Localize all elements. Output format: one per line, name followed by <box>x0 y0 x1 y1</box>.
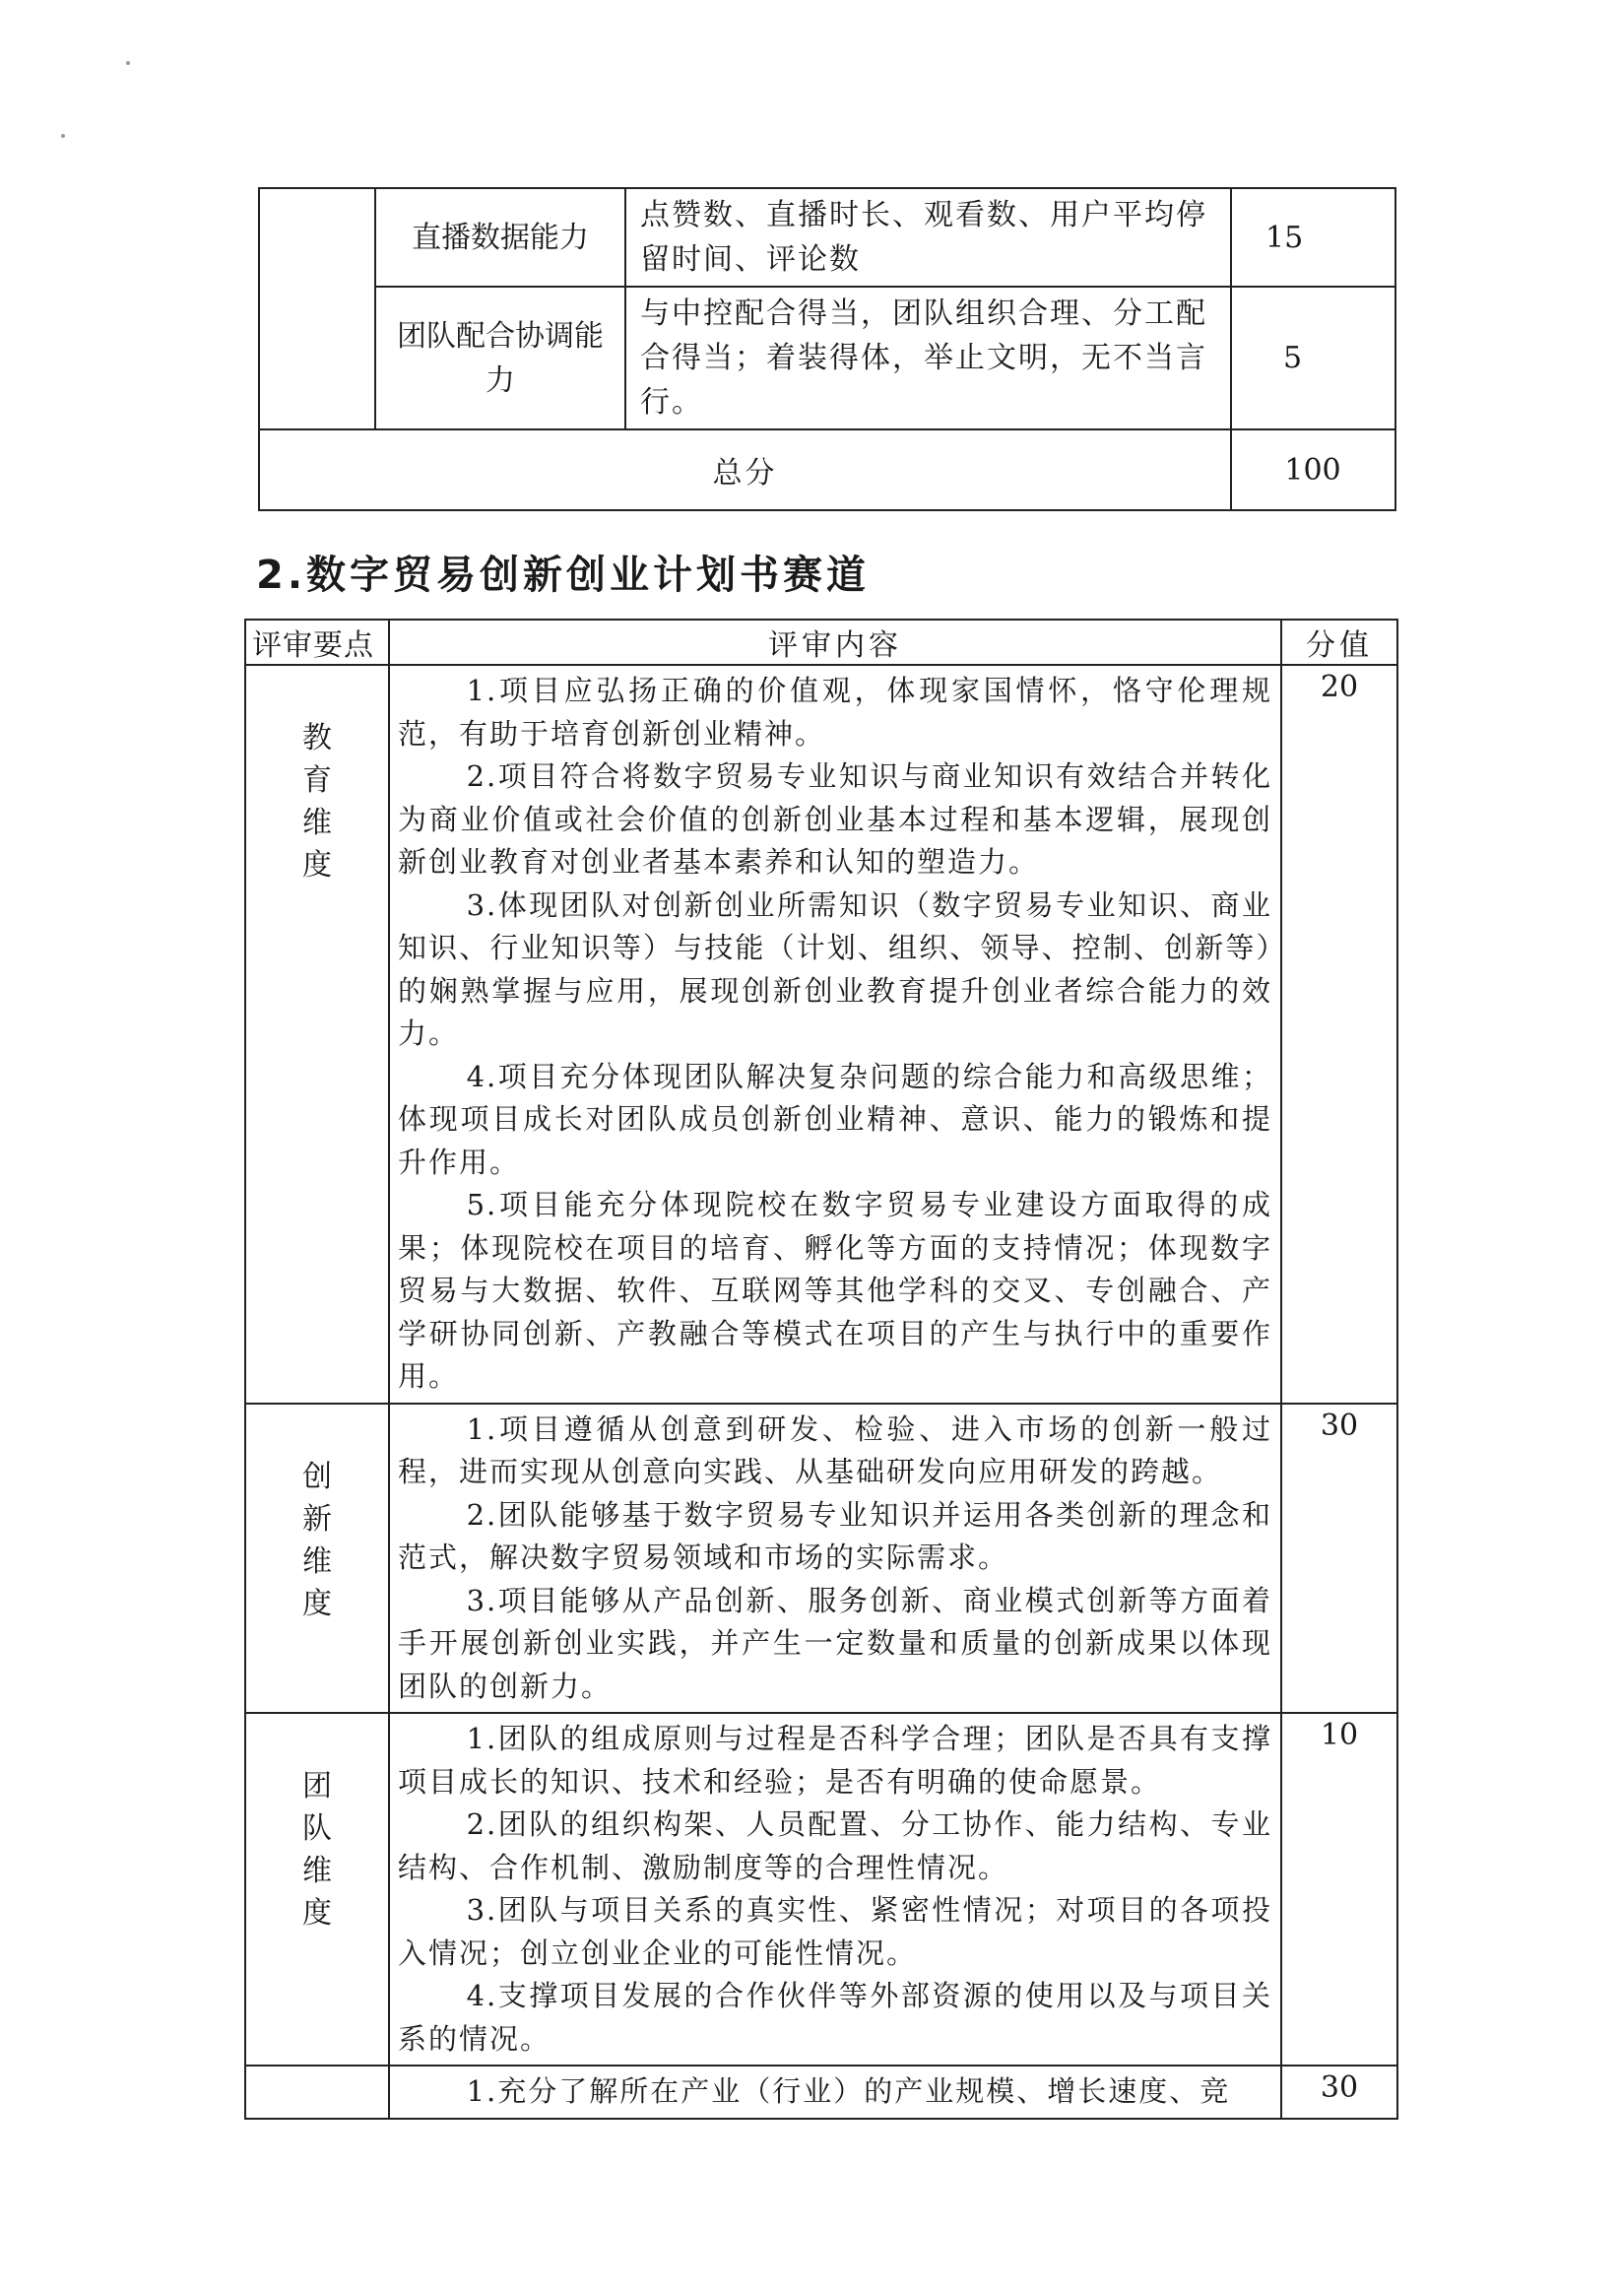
content-cell <box>389 2066 1281 2119</box>
list-item: 1.项目应弘扬正确的价值观，体现家国情怀，恪守伦理规范，有助于培育创新创业精神。 <box>398 674 1272 751</box>
total-score: 100 <box>1231 429 1395 510</box>
header-row <box>245 620 1397 665</box>
list-item: 1.项目遵循从创意到研发、检验、进入市场的创新一般过程，进而实现从创意向实践、从基础研发向应用研发的跨越。 <box>398 1411 1272 1488</box>
scan-speck <box>126 61 130 65</box>
score-cell: 20 <box>1281 665 1397 1404</box>
table-row <box>245 665 1397 1404</box>
list-item: 1.充分了解所在产业（行业）的产业规模、增长速度、竞 <box>466 2074 1231 2108</box>
list-item: 2.团队能够基于数字贸易专业知识并运用各类创新的理念和范式，解决数字贸易领域和市场的实际需求。 <box>398 1497 1272 1574</box>
scan-speck <box>61 134 65 138</box>
table-row <box>245 1713 1397 2066</box>
list-item: 3.项目能够从产品创新、服务创新、商业模式创新等方面着手开展创新创业实践，并产生一定数量和质量的创新成果以体现团队的创新力。 <box>398 1583 1272 1703</box>
total-row <box>259 429 1395 510</box>
list-item: 4.项目充分体现团队解决复杂问题的综合能力和高级思维；体现项目成长对团队成员创新创业精神、意识、能力的锻炼和提升作用。 <box>398 1059 1272 1179</box>
list-item: 3.团队与项目关系的真实性、紧密性情况；对项目的各项投入情况；创立创业企业的可能性情况。 <box>398 1893 1272 1970</box>
dimension-cell <box>245 2066 389 2119</box>
content-cell: 点赞数、直播时长、观看数、用户平均停留时间、评论数 <box>625 188 1231 287</box>
section-title: 2.数字贸易创新创业计划书赛道 <box>256 553 871 598</box>
list-item: 3.体现团队对创新创业所需知识（数字贸易专业知识、商业知识、行业知识等）与技能（计划、组织、领导、控制、创新等）的娴熟掌握与应用，展现创新创业教育提升创业者综合能力的效力。 <box>398 887 1272 1050</box>
content-cell <box>389 665 1281 1404</box>
list-item: 4.支撑项目发展的合作伙伴等外部资源的使用以及与项目关系的情况。 <box>398 1979 1272 2056</box>
total-label: 总分 <box>259 429 1231 510</box>
list-item: 2.团队的组织构架、人员配置、分工协作、能力结构、专业结构、合作机制、激励制度等的合理性情况。 <box>398 1807 1272 1884</box>
criterion-cell: 团队配合协调能力 <box>375 287 625 429</box>
dimension-cell: 教 育 维 度 <box>245 665 389 1404</box>
header-content: 评审内容 <box>389 620 1281 665</box>
score-cell: 30 <box>1281 2066 1397 2119</box>
table-row <box>245 2066 1397 2119</box>
table-row <box>259 287 1395 429</box>
score-cell: 15 <box>1231 188 1395 287</box>
live-stream-scoring-table <box>258 187 1396 511</box>
dimension-cell: 团 队 维 度 <box>245 1713 389 2066</box>
list-item: 1.团队的组成原则与过程是否科学合理；团队是否具有支撑项目成长的知识、技术和经验；是否有明确的使命愿景。 <box>398 1722 1272 1799</box>
list-item: 5.项目能充分体现院校在数字贸易专业建设方面取得的成果；体现院校在项目的培育、孵化等方面的支持情况；体现数字贸易与大数据、软件、互联网等其他学科的交叉、专创融合、产学研协同创新、产教融合等模式在项目的产生与执行中的重要作用。 <box>398 1188 1272 1393</box>
content-cell: 与中控配合得当，团队组织合理、分工配合得当；着装得体，举止文明，无不当言行。 <box>625 287 1231 429</box>
header-score: 分值 <box>1281 620 1397 665</box>
dimension-cell: 创 新 维 度 <box>245 1404 389 1714</box>
list-item: 2.项目符合将数字贸易专业知识与商业知识有效结合并转化为商业价值或社会价值的创新创业基本过程和基本逻辑，展现创新创业教育对创业者基本素养和认知的塑造力。 <box>398 759 1272 879</box>
score-cell: 10 <box>1281 1713 1397 2066</box>
table-row <box>259 188 1395 287</box>
blank-cell <box>259 188 375 429</box>
content-cell <box>389 1713 1281 2066</box>
criterion-cell: 直播数据能力 <box>375 188 625 287</box>
score-cell: 30 <box>1281 1404 1397 1714</box>
business-plan-scoring-table <box>244 619 1398 2120</box>
content-cell <box>389 1404 1281 1714</box>
header-criterion: 评审要点 <box>245 620 389 665</box>
table-row <box>245 1404 1397 1714</box>
score-cell: 5 <box>1231 287 1395 429</box>
